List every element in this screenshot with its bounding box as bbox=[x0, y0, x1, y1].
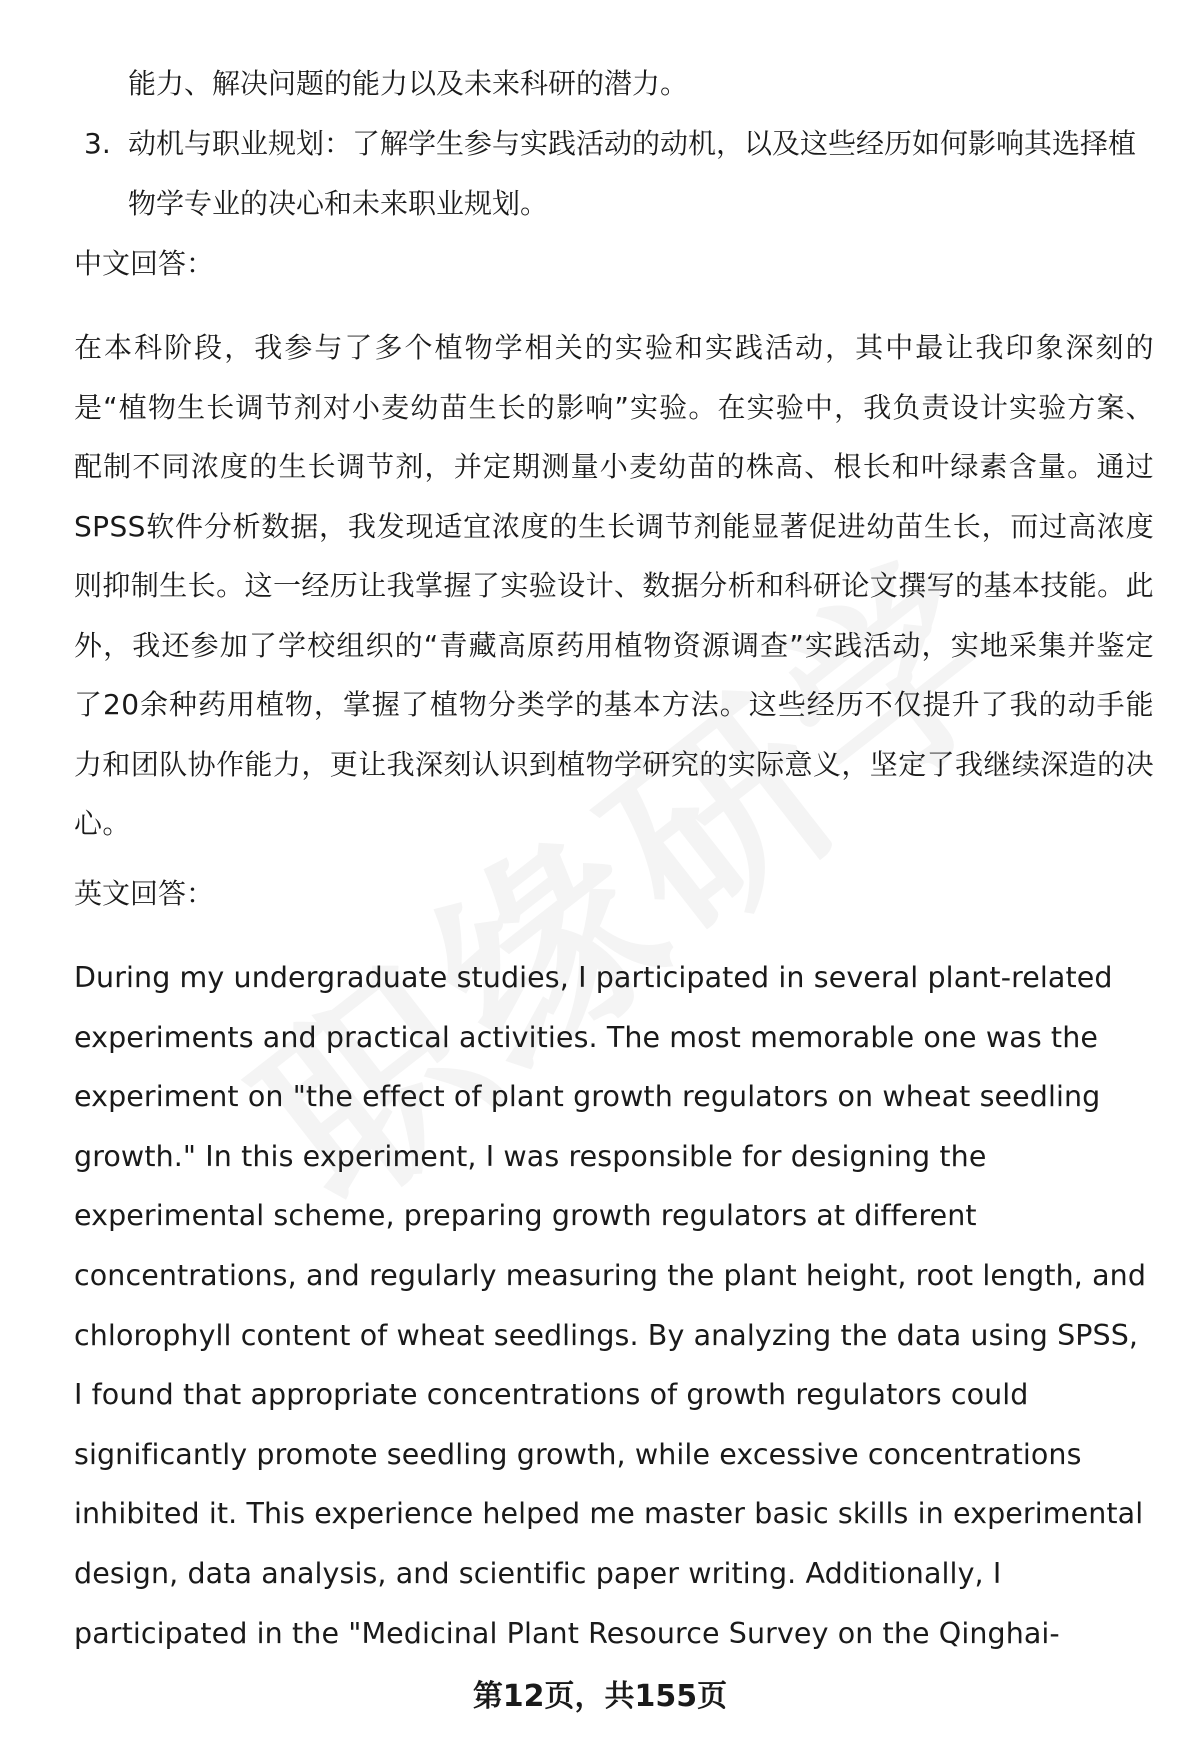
list-item-number: 3. bbox=[84, 127, 111, 160]
page-indicator: 第12页，共155页 bbox=[472, 1679, 728, 1714]
list-item-text: 动机与职业规划：了解学生参与实践活动的动机，以及这些经历如何影响其选择植物学专业的决心和未来职业规划。 bbox=[128, 127, 1137, 220]
continued-list-text: 能力、解决问题的能力以及未来科研的潜力。 bbox=[128, 67, 689, 100]
english-answer-label: 英文回答： bbox=[74, 877, 215, 910]
list-item bbox=[84, 114, 1148, 234]
chinese-answer-label: 中文回答： bbox=[74, 247, 215, 280]
english-answer-paragraph: During my undergraduate studies, I participated in several plant-related experiments and practical activities. The most memorable one was the experiment on "the effect of plant growth regulators on wheat seedling growth." In this experiment, I was responsible for designing the experimental scheme, preparing growth regulators at different concentrations, and regularly measuring the plant height, root length, and chlorophyll content of wheat seedlings. By analyzing the data using SPSS, I found that appropriate concentrations of growth regulators could significantly promote seedling growth, while excessive concentrations inhibited it. This experience helped me master basic skills in experimental design, data analysis, and scientific paper writing. Additionally, I participated in the "Medicinal Plant Resource Survey on the Qinghai- bbox=[74, 961, 1147, 1650]
chinese-answer-paragraph: 在本科阶段，我参与了多个植物学相关的实验和实践活动，其中最让我印象深刻的是“植物生长调节剂对小麦幼苗生长的影响”实验。在实验中，我负责设计实验方案、配制不同浓度的生长调节剂，并定期测量小麦幼苗的株高、根长和叶绿素含量。通过SPSS软件分析数据，我发现适宜浓度的生长调节剂能显著促进幼苗生长，而过高浓度则抑制生长。这一经历让我掌握了实验设计、数据分析和科研论文撰写的基本技能。此外，我还参加了学校组织的“青藏高原药用植物资源调查”实践活动，实地采集并鉴定了20余种药用植物，掌握了植物分类学的基本方法。这些经历不仅提升了我的动手能力和团队协作能力，更让我深刻认识到植物学研究的实际意义，坚定了我继续深造的决心。 bbox=[74, 331, 1154, 840]
